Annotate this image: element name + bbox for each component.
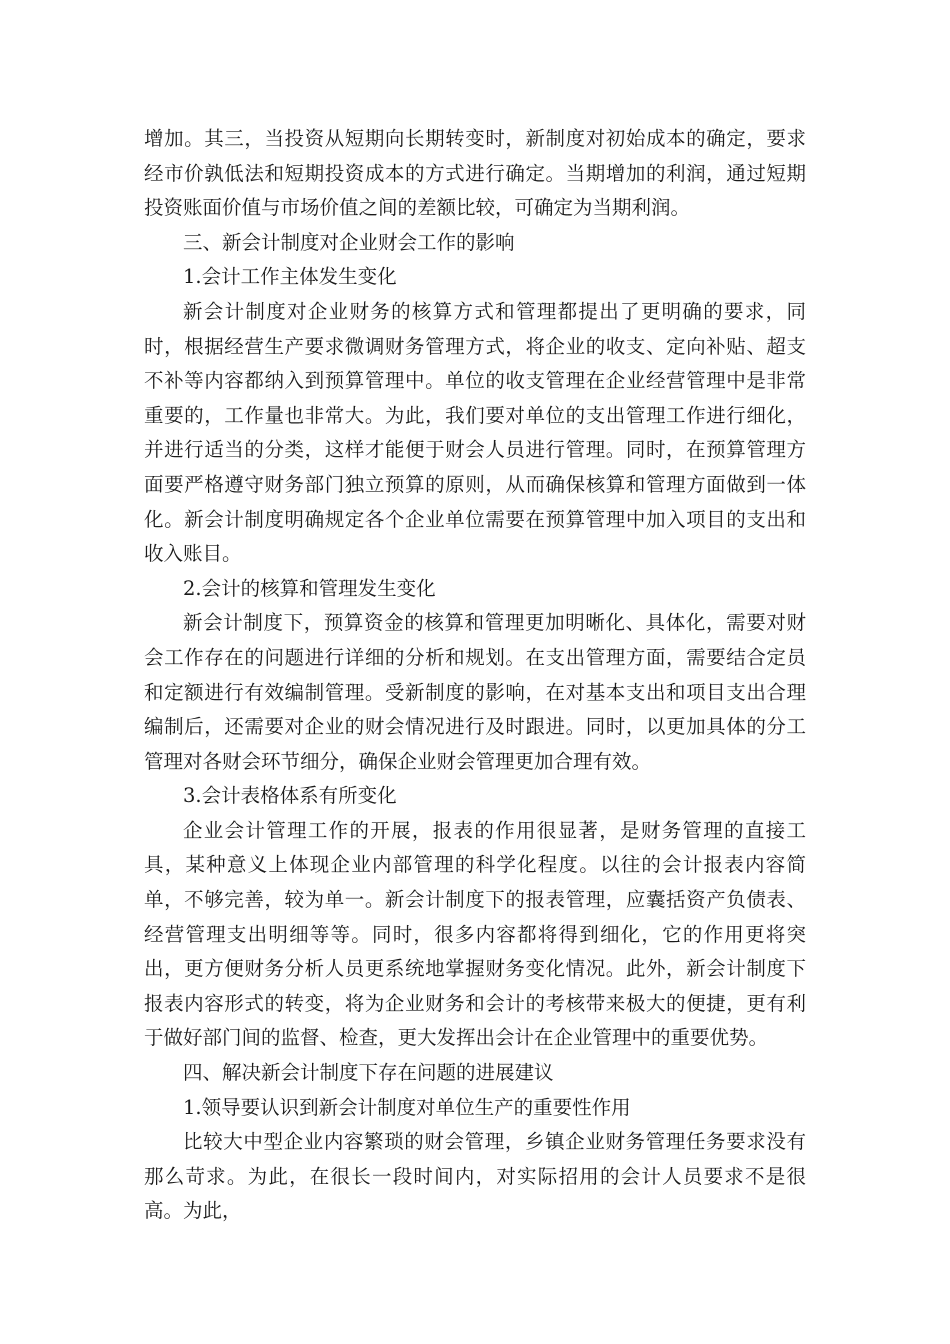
subheading-3-1: 1.会计工作主体发生变化 bbox=[183, 265, 397, 289]
subheading-4-1: 1.领导要认识到新会计制度对单位生产的重要性作用 bbox=[183, 1095, 631, 1119]
paragraph-continued: 增加。其三，当投资从短期向长期转变时，新制度对初始成本的确定，要求经市价孰低法和短期投资成本的方式进行确定。当期增加的利润，通过短期投资账面价值与市场价值之间的差额比较，可确定为当期利润。 bbox=[144, 127, 806, 220]
subheading-3-2: 2.会计的核算和管理发生变化 bbox=[183, 576, 436, 600]
document-page bbox=[144, 122, 806, 1229]
section-heading-4: 四、解决新会计制度下存在问题的进展建议 bbox=[183, 1061, 554, 1085]
subheading-3-3: 3.会计表格体系有所变化 bbox=[183, 784, 397, 808]
paragraph-4-1: 比较大中型企业内容繁琐的财会管理，乡镇企业财务管理任务要求没有那么苛求。为此，在很长一段时间内，对实际招用的会计人员要求不是很高。为此， bbox=[144, 1130, 806, 1223]
section-heading-3: 三、新会计制度对企业财会工作的影响 bbox=[183, 230, 515, 254]
paragraph-3-3: 企业会计管理工作的开展，报表的作用很显著，是财务管理的直接工具，某种意义上体现企业内部管理的科学化程度。以往的会计报表内容简单，不够完善，较为单一。新会计制度下的报表管理，应囊括资产负债表、经营管理支出明细等等。同时，很多内容都将得到细化，它的作用更将突出，更方便财务分析人员更系统地掌握财务变化情况。此外，新会计制度下报表内容形式的转变，将为企业财务和会计的考核带来极大的便捷，更有利于做好部门间的监督、检查，更大发挥出会计在企业管理中的重要优势。 bbox=[144, 818, 806, 1050]
paragraph-3-2: 新会计制度下，预算资金的核算和管理更加明晰化、具体化，需要对财会工作存在的问题进行详细的分析和规划。在支出管理方面，需要结合定员和定额进行有效编制管理。受新制度的影响，在对基本支出和项目支出合理编制后，还需要对企业的财会情况进行及时跟进。同时，以更加具体的分工管理对各财会环节细分，确保企业财会管理更加合理有效。 bbox=[144, 611, 806, 773]
paragraph-3-1: 新会计制度对企业财务的核算方式和管理都提出了更明确的要求，同时，根据经营生产要求微调财务管理方式，将企业的收支、定向补贴、超支不补等内容都纳入到预算管理中。单位的收支管理在企业经营管理中是非常重要的，工作量也非常大。为此，我们要对单位的支出管理工作进行细化，并进行适当的分类，这样才能便于财会人员进行管理。同时，在预算管理方面要严格遵守财务部门独立预算的原则，从而确保核算和管理方面做到一体化。新会计制度明确规定各个企业单位需要在预算管理中加入项目的支出和收入账目。 bbox=[144, 299, 806, 566]
